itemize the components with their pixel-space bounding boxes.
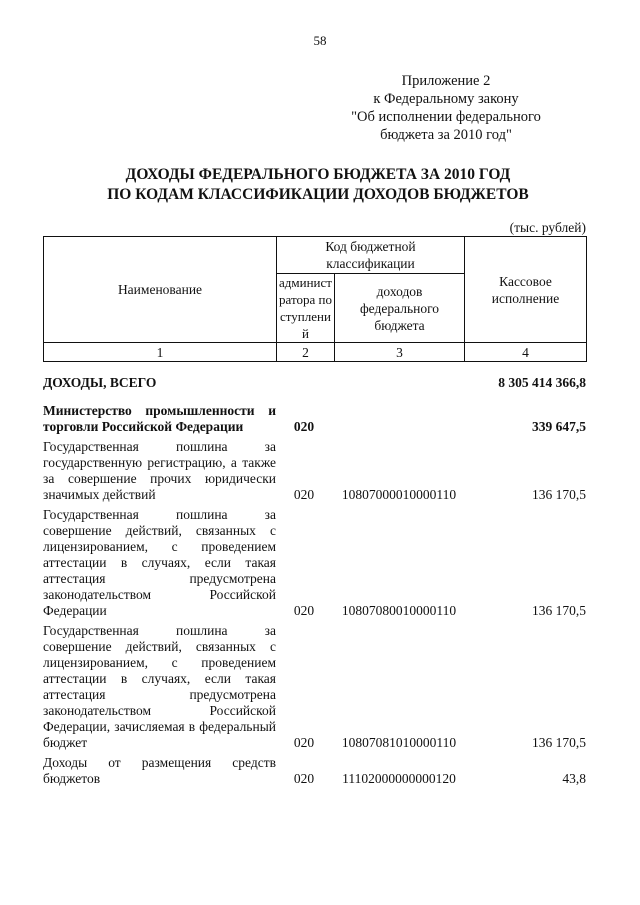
row-amount: 8 305 414 366,8: [498, 375, 586, 390]
header-cash: Кассовое исполнение: [465, 237, 587, 343]
appendix-line-4: бюджета за 2010 год": [380, 127, 512, 143]
table-body: [43, 375, 586, 791]
row-amount: 43,8: [562, 771, 586, 786]
header-admin: администратора поступлений: [277, 274, 335, 343]
col-number-2: 2: [277, 343, 335, 362]
row-admin-code: 020: [293, 487, 315, 502]
row-amount: 136 170,5: [532, 735, 586, 750]
row-admin-code: 020: [293, 735, 315, 750]
row-name: Доходы от размещения средств бюджетов: [43, 755, 276, 786]
row-amount: 339 647,5: [532, 419, 586, 434]
row-name: Государственная пошлина за совершение действий, связанных с лицензированием, с проведением аттестации в случаях, если такая аттестация предусмотрена законодательством Российской Федерации: [43, 507, 276, 618]
row-revenue-code: 10807080010000110: [341, 603, 457, 618]
row-name: Государственная пошлина за совершение действий, связанных с лицензированием, с проведением аттестации в случаях, если такая аттестация предусмотрена законодательством Российской Федерации, зачисляемая в федеральный бюджет: [43, 623, 276, 750]
unit-note: (тыс. рублей): [509, 220, 586, 235]
row-name: Государственная пошлина за государственную регистрацию, а также за совершение прочих юридически значимых действий: [43, 439, 276, 502]
row-amount: 136 170,5: [532, 487, 586, 502]
appendix-line-1: Приложение 2: [401, 73, 491, 89]
row-name: Министерство промышленности и торговли Российской Федерации: [43, 403, 276, 434]
row-revenue-code: 11102000000000120: [342, 771, 456, 786]
appendix-line-3: "Об исполнении федерального: [351, 109, 541, 125]
page-number: 58: [313, 33, 327, 48]
col-number-1: 1: [44, 343, 277, 362]
title-line-2: ПО КОДАМ КЛАССИФИКАЦИИ ДОХОДОВ БЮДЖЕТОВ: [107, 186, 529, 203]
title-line-1: ДОХОДЫ ФЕДЕРАЛЬНОГО БЮДЖЕТА ЗА 2010 ГОД: [125, 166, 511, 183]
row-admin-code: 020: [293, 419, 315, 434]
table-header: [43, 236, 587, 362]
row-revenue-code: 10807000010000110: [341, 487, 457, 502]
appendix-line-2: к Федеральному закону: [373, 91, 519, 107]
table-row: [43, 439, 586, 503]
document-title: [48, 165, 588, 205]
header-revenue-code: доходов федерального бюджета: [335, 274, 465, 343]
table-row: [43, 507, 586, 619]
header-code-group: Код бюджетной классификации: [277, 237, 465, 274]
table-row: [43, 375, 586, 391]
header-name: Наименование: [44, 237, 277, 343]
row-admin-code: 020: [293, 603, 315, 618]
appendix-note: [330, 72, 562, 144]
row-admin-code: 020: [293, 771, 315, 786]
row-name: ДОХОДЫ, ВСЕГО: [43, 375, 157, 390]
table-row: [43, 403, 586, 435]
table-row: [43, 755, 586, 787]
col-number-4: 4: [465, 343, 587, 362]
table-row: [43, 623, 586, 751]
row-revenue-code: 10807081010000110: [341, 735, 457, 750]
col-number-3: 3: [335, 343, 465, 362]
row-amount: 136 170,5: [532, 603, 586, 618]
